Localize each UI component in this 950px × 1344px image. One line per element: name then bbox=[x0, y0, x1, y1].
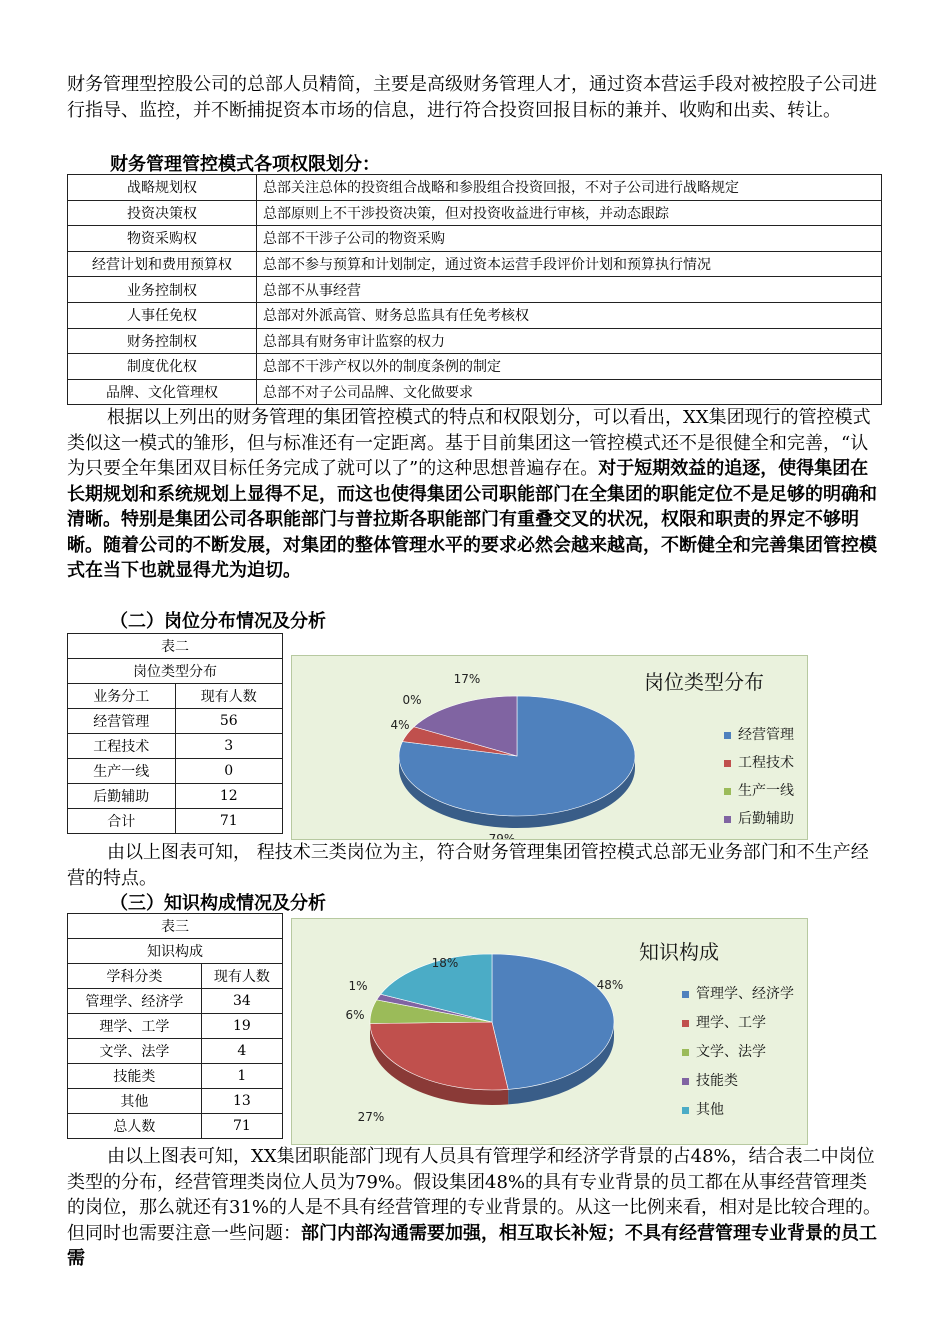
count-cell: 4 bbox=[201, 1039, 282, 1064]
table-subtitle: 知识构成 bbox=[68, 939, 283, 964]
table-row bbox=[68, 175, 882, 201]
legend-entry: 生产一线 bbox=[738, 783, 794, 799]
legend-swatch bbox=[682, 1049, 689, 1056]
category-cell: 经营管理 bbox=[68, 709, 176, 734]
authority-name: 品牌、文化管理权 bbox=[68, 379, 257, 405]
authority-description: 总部对外派高管、财务总监具有任免考核权 bbox=[257, 302, 882, 328]
column-header: 学科分类 bbox=[68, 964, 202, 989]
table-subtitle: 岗位类型分布 bbox=[68, 659, 283, 684]
table-row bbox=[68, 759, 283, 784]
paragraph-position-analysis: 由以上图表可知， 程技术三类岗位为主，符合财务管理集团管控模式总部无业务部门和不生产经营的特点。 bbox=[67, 842, 869, 889]
table-row bbox=[68, 1064, 283, 1089]
column-header: 业务分工 bbox=[68, 684, 176, 709]
table-row bbox=[68, 709, 283, 734]
authority-name: 财务控制权 bbox=[68, 328, 257, 354]
legend-entry: 工程技术 bbox=[738, 755, 794, 771]
table-row bbox=[68, 1114, 283, 1139]
count-cell: 3 bbox=[175, 734, 283, 759]
table-row bbox=[68, 734, 283, 759]
pie-body bbox=[399, 696, 635, 828]
category-cell: 合计 bbox=[68, 809, 176, 834]
legend-entry: 经营管理 bbox=[738, 727, 794, 743]
legend-entry: 理学、工学 bbox=[696, 1015, 766, 1031]
table-row bbox=[68, 1089, 283, 1114]
chart-title: 知识构成 bbox=[639, 940, 719, 964]
paragraph-analysis: 根据以上列出的财务管理的集团管控模式的特点和权限划分，可以看出，XX集团现行的管控模式类似这一模式的雏形，但与标准还有一定距离。基于目前集团这一管控模式还不是很健全和完善，“认为只要全年集团双目标任务完成了就可以了”的这种思想普遍存在。对于短期效益的追逐，使得集团在长期规划和系统规划上显得不足，而这也使得集团公司职能部门在全集团的职能定位不是足够的明确和清晰。特别是集团公司各职能部门与普拉斯各职能部门有重叠交叉的状况，权限和职责的界定不够明晰。随着公司的不断发展，对集团的整体管理水平的要求必然会越来越高，不断健全和完善集团管控模式在当下也就显得尤为迫切。 bbox=[67, 407, 877, 581]
category-cell: 其他 bbox=[68, 1089, 202, 1114]
column-header: 现有人数 bbox=[201, 964, 282, 989]
legend-swatch bbox=[724, 760, 731, 767]
legend-swatch bbox=[682, 991, 689, 998]
data-label: 1% bbox=[348, 979, 368, 993]
category-cell: 工程技术 bbox=[68, 734, 176, 759]
legend-swatch bbox=[682, 1078, 689, 1085]
authority-name: 制度优化权 bbox=[68, 354, 257, 380]
section-heading-knowledge: （三）知识构成情况及分析 bbox=[110, 893, 326, 914]
table-row bbox=[68, 354, 882, 380]
data-label: 6% bbox=[345, 1008, 365, 1022]
category-cell: 管理学、经济学 bbox=[68, 989, 202, 1014]
legend-swatch bbox=[724, 816, 731, 823]
table-row bbox=[68, 379, 882, 405]
authority-description: 总部具有财务审计监察的权力 bbox=[257, 328, 882, 354]
count-cell: 34 bbox=[201, 989, 282, 1014]
authority-description: 总部不干涉子公司的物资采购 bbox=[257, 226, 882, 252]
authority-description: 总部不对子公司品牌、文化做要求 bbox=[257, 379, 882, 405]
authority-description: 总部不干涉产权以外的制度条例的制定 bbox=[257, 354, 882, 380]
table-caption: 表三 bbox=[68, 914, 283, 939]
column-header: 现有人数 bbox=[175, 684, 283, 709]
authority-name: 人事任免权 bbox=[68, 302, 257, 328]
count-cell: 12 bbox=[175, 784, 283, 809]
count-cell: 71 bbox=[175, 809, 283, 834]
legend-swatch bbox=[724, 788, 731, 795]
section-heading-positions: （二）岗位分布情况及分析 bbox=[110, 611, 326, 632]
paragraph-intro: 财务管理型控股公司的总部人员精简，主要是高级财务管理人才，通过资本营运手段对被控股子公司进行指导、监控，并不断捕捉资本市场的信息，进行符合投资回报目标的兼并、收购和出卖、转让。 bbox=[67, 74, 877, 121]
table-row bbox=[68, 328, 882, 354]
table-row bbox=[68, 200, 882, 226]
count-cell: 19 bbox=[201, 1014, 282, 1039]
table-row bbox=[68, 277, 882, 303]
data-label: 48% bbox=[596, 978, 624, 992]
authority-name: 物资采购权 bbox=[68, 226, 257, 252]
legend-swatch bbox=[682, 1020, 689, 1027]
pie-body bbox=[370, 954, 614, 1105]
data-label: 27% bbox=[357, 1110, 385, 1124]
position-table bbox=[67, 633, 283, 834]
data-label: 18% bbox=[431, 956, 459, 970]
paragraph-knowledge-analysis: 由以上图表可知，XX集团职能部门现有人员具有管理学和经济学背景的占48%，结合表二中岗位类型的分布，经营管理类岗位人员为79%。假设集团48%的具有专业背景的员工都在从事经营管理类的岗位，那么就还有31%的人是不具有经营管理的专业背景的。从这一比例来看，相对是比较合理的。但同时也需要注意一些问题：部门内部沟通需要加强，相互取长补短；不具有经营管理专业背景的员工需 bbox=[67, 1146, 882, 1269]
table-row bbox=[68, 251, 882, 277]
data-label: 0% bbox=[402, 693, 422, 707]
authority-name: 投资决策权 bbox=[68, 200, 257, 226]
count-cell: 0 bbox=[175, 759, 283, 784]
category-cell: 后勤辅助 bbox=[68, 784, 176, 809]
legend-swatch bbox=[682, 1107, 689, 1114]
authority-name: 战略规划权 bbox=[68, 175, 257, 201]
count-cell: 71 bbox=[201, 1114, 282, 1139]
table-row bbox=[68, 809, 283, 834]
authority-table-title: 财务管理管控模式各项权限划分： bbox=[110, 154, 380, 175]
category-cell: 生产一线 bbox=[68, 759, 176, 784]
table-row bbox=[68, 1014, 283, 1039]
table-row bbox=[68, 1039, 283, 1064]
pie-slice-1 bbox=[370, 1022, 508, 1090]
authority-description: 总部关注总体的投资组合战略和参股组合投资回报，不对子公司进行战略规定 bbox=[257, 175, 882, 201]
legend-entry: 文学、法学 bbox=[696, 1044, 766, 1060]
category-cell: 理学、工学 bbox=[68, 1014, 202, 1039]
category-cell: 总人数 bbox=[68, 1114, 202, 1139]
legend-entry: 技能类 bbox=[696, 1073, 738, 1089]
authority-description: 总部不从事经营 bbox=[257, 277, 882, 303]
legend-entry: 管理学、经济学 bbox=[696, 986, 794, 1002]
chart-position-distribution bbox=[291, 655, 808, 840]
table-row bbox=[68, 302, 882, 328]
authority-name: 经营计划和费用预算权 bbox=[68, 251, 257, 277]
table-row bbox=[68, 784, 283, 809]
table-row bbox=[68, 989, 283, 1014]
count-cell: 13 bbox=[201, 1089, 282, 1114]
authority-table bbox=[67, 174, 882, 405]
data-label: 4% bbox=[390, 718, 410, 732]
count-cell: 56 bbox=[175, 709, 283, 734]
chart-knowledge-structure bbox=[291, 918, 808, 1145]
table-row bbox=[68, 226, 882, 252]
legend-entry: 其他 bbox=[696, 1102, 724, 1118]
category-cell: 文学、法学 bbox=[68, 1039, 202, 1064]
authority-name: 业务控制权 bbox=[68, 277, 257, 303]
count-cell: 1 bbox=[201, 1064, 282, 1089]
legend-swatch bbox=[724, 732, 731, 739]
knowledge-table bbox=[67, 913, 283, 1139]
data-label: 79% bbox=[488, 832, 516, 839]
authority-description: 总部不参与预算和计划制定，通过资本运营手段评价计划和预算执行情况 bbox=[257, 251, 882, 277]
chart-title: 岗位类型分布 bbox=[644, 670, 764, 694]
authority-description: 总部原则上不干涉投资决策，但对投资收益进行审核，并动态跟踪 bbox=[257, 200, 882, 226]
legend-entry: 后勤辅助 bbox=[738, 811, 794, 827]
data-label: 17% bbox=[453, 672, 481, 686]
category-cell: 技能类 bbox=[68, 1064, 202, 1089]
table-caption: 表二 bbox=[68, 634, 283, 659]
